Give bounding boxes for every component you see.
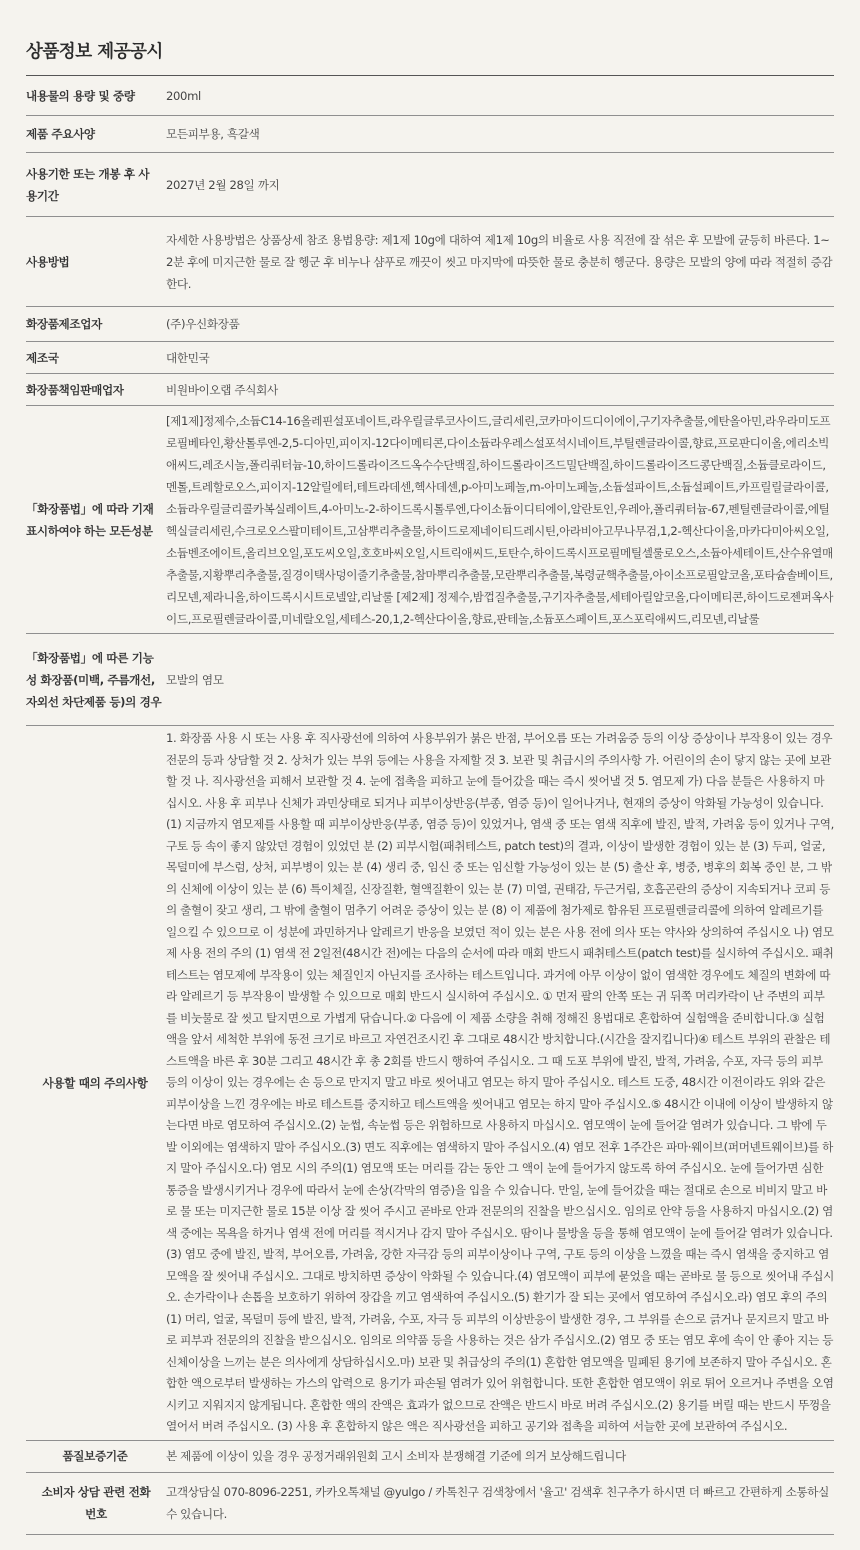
row-label: 「화장품법」에 따른 기능성 화장품(미백, 주름개선, 자외선 차단제품 등)의 경우 — [26, 634, 166, 726]
table-row-quality — [26, 1440, 834, 1472]
row-value: 비원바이오랩 주식회사 — [166, 374, 834, 406]
table-row-usage — [26, 217, 834, 307]
row-label: 사용방법 — [26, 217, 166, 307]
table-row-spec — [26, 116, 834, 153]
row-value: 모든피부용, 흑갈색 — [166, 116, 834, 153]
table-row-expiry — [26, 153, 834, 217]
row-label: 내용물의 용량 및 중량 — [26, 76, 166, 116]
row-label: 화장품책임판매업자 — [26, 374, 166, 406]
row-value: 고객상담실 070-8096-2251, 카카오톡채널 @yulgo / 카톡친구 검색창에서 '율고' 검색후 친구추가 하시면 더 빠르고 간편하게 소통하실 수 있습니다. — [166, 1472, 834, 1534]
table-row-precautions — [26, 726, 834, 1441]
row-label: 제품 주요사양 — [26, 116, 166, 153]
table-row-country — [26, 342, 834, 374]
table-row-contact — [26, 1472, 834, 1534]
table-row-ingredients — [26, 406, 834, 634]
table-row-distributor — [26, 374, 834, 406]
row-value: [제1제]정제수,소듐C14-16올레핀설포네이트,라우릴글루코사이드,글리세린,코카마이드디이에이,구기자추출물,에탄올아민,라우라미도프로필베타인,황산톨루엔-2,5-디아민,피이지-12다이메티콘,다이소듐라우레스설포석시네이트,부틸렌글라이콜,향료,프로판디이올,에리소빅애씨드,레조시놀,폴리쿼터늄-10,하이드롤라이즈드옥수수단백질,하이드롤라이즈드밀단백질,하이드롤라이즈드콩단백질,소듐클로라이드,멘톨,트레할로오스,피이지-12알릴에터,테트라데센,헥사데센,p-아미노페놀,m-아미노페놀,소듐설파이트,소듐설페이트,카프릴릴글라이콜,소듐라우릴글리콜카복실레이트,4-아미노-2-하이드록시톨루엔,다이소듐이디티에이,알란토인,우레아,폴리쿼터늄-67,펜틸렌글라이콜,에틸헥실글리세린,수크로오스팔미테이트,고삼뿌리추출물,하이드로제네이티드레시틴,아라비아고무나무검,1,2-헥산다이올,마카다미아씨오일,소듐벤조에이트,올리브오일,포도씨오일,호호바씨오일,시트릭애씨드,토탄수,하이드록시프로필메틸셀룰로오스,소듐아세테이트,산수유열매추출물,지황뿌리추출물,질경이택사덩이줄기추출물,참마뿌리추출물,모란뿌리추출물,복령균핵추출물,아이소프로필알코올,포타슘솔베이트,리모넨,제라니올,하이드록시시트로넬알,리날룰 [제2제] 정제수,밤껍질추출물,구기자추출물,세테아릴알코올,다이메티콘,하이드로젠퍼옥사이드,프로필렌글라이콜,미네랄오일,세테스-20,1,2-헥산다이올,향료,판테놀,소듐포스페이트,포스포릭애씨드,리모넨,리날룰 — [166, 406, 834, 634]
row-value: 1. 화장품 사용 시 또는 사용 후 직사광선에 의하여 사용부위가 붉은 반점, 부어오름 또는 가려움증 등의 이상 증상이나 부작용이 있는 경우 전문의 등과 상담할 것 2. 상처가 있는 부위 등에는 사용을 자제할 것 3. 보관 및 취급시의 주의사항 가. 어린이의 손이 닿지 않는 곳에 보관할 것 나. 직사광선을 피해서 보관할 것 4. 눈에 접촉을 피하고 눈에 들어갔을 때는 즉시 씻어낼 것 5. 염모제 가) 다음 분들은 사용하지 마십시오. 사용 후 피부나 신체가 과민상태로 되거나 피부이상반응(부종, 염증 등)이 일어나거나, 현재의 증상이 악화될 가능성이 있습니다. (1) 지금까지 염모제를 사용할 때 피부이상반응(부종, 염증 등)이 있었거나, 염색 중 또는 염색 직후에 발진, 발적, 가려움 등이 있거나 구역, 구토 등 속이 좋지 않았던 경험이 있었던 분 (2) 피부시험(패취테스트, patch test)의 결과, 이상이 발생한 경험이 있는 분 (3) 두피, 얼굴, 목덜미에 부스럼, 상처, 피부병이 있는 분 (4) 생리 중, 임신 중 또는 임신할 가능성이 있는 분 (5) 출산 후, 병중, 병후의 회복 중인 분, 그 밖의 신체에 이상이 있는 분 (6) 특이체질, 신장질환, 혈액질환이 있는 분 (7) 미열, 권태감, 두근거림, 호흡곤란의 증상이 지속되거나 코피 등의 출혈이 잦고 생리, 그 밖에 출혈이 멈추기 어려운 증상이 있는 분 (8) 이 제품에 첨가제로 함유된 프로필렌글리콜에 의하여 알레르기를 일으킬 수 있으므로 이 성분에 과민하거나 알레르기 반응을 보였던 적이 있는 분은 사용 전에 의사 또는 약사와 상의하여 주십시오 나) 염모제 사용 전의 주의 (1) 염색 전 2일전(48시간 전)에는 다음의 순서에 따라 매회 반드시 패취테스트(patch test)를 실시하여 주십시오. 패취테스트는 염모제에 부작용이 있는 체질인지 아닌지를 조사하는 테스트입니다. 과거에 아무 이상이 없이 염색한 경우에도 체질의 변화에 따라 알레르기 등 부작용이 발생할 수 있으므로 매회 반드시 실시하여 주십시오. ① 먼저 팔의 안쪽 또는 귀 뒤쪽 머리카락이 난 주변의 피부를 비눗물로 잘 씻고 탈지면으로 가볍게 닦습니다.② 다음에 이 제품 소량을 취해 정해진 용법대로 혼합하여 실험액을 준비합니다.③ 실험액을 앞서 세척한 부위에 동전 크기로 바르고 자연건조시킨 후 그대로 48시간 방치합니다.(시간을 잘지킵니다)④ 테스트 부위의 관찰은 테스트액을 바른 후 30분 그리고 48시간 후 총 2회를 반드시 행하여 주십시오. 그 때 도포 부위에 발진, 발적, 가려움, 수포, 자극 등의 피부 등의 이상이 있는 경우에는 손 등으로 만지지 말고 바로 씻어내고 염모는 하지 말아 주십시오. 테스트 도중, 48시간 이전이라도 위와 같은 피부이상을 느낀 경우에는 바로 테스트를 중지하고 테스트액을 씻어내고 염모는 하지 말아 주십시오.⑤ 48시간 이내에 이상이 발생하지 않는다면 바로 염모하여 주십시오.(2) 눈썹, 속눈썹 등은 위험하므로 사용하지 마십시오. 염모액이 눈에 들어갈 염려가 있습니다. 그 밖에 두발 이외에는 염색하지 말아 주십시오.(3) 면도 직후에는 염색하지 말아 주십시오.(4) 염모 전후 1주간은 파마·웨이브(퍼머넨트웨이브)를 하지 말아 주십시오.다) 염모 시의 주의(1) 염모액 또는 머리를 감는 동안 그 액이 눈에 들어가지 않도록 하여 주십시오. 눈에 들어가면 심한 통증을 발생시키거나 경우에 따라서 눈에 손상(각막의 염증)을 입을 수 있습니다. 만일, 눈에 들어갔을 때는 절대로 손으로 비비지 말고 바로 물 또는 미지근한 물로 15분 이상 잘 씻어 주시고 곧바로 안과 전문의의 진찰을 받으십시오. 임의로 안약 등을 사용하지 마십시오.(2) 염색 중에는 목욕을 하거나 염색 전에 머리를 적시거나 감지 말아 주십시오. 땀이나 물방울 등을 통해 염모액이 눈에 들어갈 염려가 있습니다.(3) 염모 중에 발진, 발적, 부어오름, 가려움, 강한 자극감 등의 피부이상이나 구역, 구토 등의 이상을 느꼈을 때는 즉시 염색을 중지하고 염모액을 잘 씻어내 주십시오. 그대로 방치하면 증상이 악화될 수 있습니다.(4) 염모액이 피부에 묻었을 때는 곧바로 물 등으로 씻어내 주십시오. 손가락이나 손톱을 보호하기 위하여 장갑을 끼고 염색하여 주십시오.(5) 환기가 잘 되는 곳에서 염모하여 주십시오.라) 염모 후의 주의 (1) 머리, 얼굴, 목덜미 등에 발진, 발적, 가려움, 수포, 자극 등 피부의 이상반응이 발생한 경우, 그 부위를 손으로 긁거나 문지르지 말고 바로 피부과 전문의의 진찰을 받으십시오. 임의로 의약품 등을 사용하는 것은 삼가 주십시오.(2) 염모 중 또는 염모 후에 속이 안 좋아 지는 등 신체이상을 느끼는 분은 의사에게 상담하십시오.마) 보관 및 취급상의 주의(1) 혼합한 염모액을 밀폐된 용기에 보존하지 말아 주십시오. 혼합한 액으로부터 발생하는 가스의 압력으로 용기가 파손될 염려가 있어 위험합니다. 또한 혼합한 염모액이 위로 튀어 오르거나 주변을 오염시키고 지워지지 않게됩니다. 혼합한 액의 잔액은 효과가 없으므로 잔액은 반드시 바로 버려 주십시오.(2) 용기를 버릴 때는 반드시 뚜껑을 열어서 버려 주십시오. (3) 사용 후 혼합하지 않은 액은 직사광선을 피하고 공기와 접촉을 피하여 서늘한 곳에 보관하여 주십시오. — [166, 726, 834, 1441]
row-label: 소비자 상담 관련 전화번호 — [26, 1472, 166, 1534]
info-table — [26, 75, 834, 1535]
row-label: 제조국 — [26, 342, 166, 374]
row-value: 200ml — [166, 76, 834, 116]
row-value: 2027년 2월 28일 까지 — [166, 153, 834, 217]
row-value: 자세한 사용방법은 상품상세 참조 용법용량: 제1제 10g에 대하여 제1제 10g의 비율로 사용 직전에 잘 섞은 후 모발에 균등히 바른다. 1~2분 후에 미지근한 물로 잘 헹군 후 비누나 샴푸로 깨끗이 씻고 마지막에 따뜻한 물로 충분히 헹군다. 용량은 모발의 양에 따라 적절히 증감한다. — [166, 217, 834, 307]
row-label: 화장품제조업자 — [26, 307, 166, 342]
row-label: 품질보증기준 — [26, 1440, 166, 1472]
page-title: 상품정보 제공공시 — [26, 42, 163, 62]
row-label: 「화장품법」에 따라 기재 표시하여야 하는 모든성분 — [26, 406, 166, 634]
table-row-volume — [26, 76, 834, 116]
table-row-functional — [26, 634, 834, 726]
row-value: 모발의 염모 — [166, 634, 834, 726]
row-value: 대한민국 — [166, 342, 834, 374]
row-label: 사용할 때의 주의사항 — [26, 726, 166, 1441]
row-label: 사용기한 또는 개봉 후 사용기간 — [26, 153, 166, 217]
row-value: (주)우신화장품 — [166, 307, 834, 342]
table-row-manufacturer — [26, 307, 834, 342]
row-value: 본 제품에 이상이 있을 경우 공정거래위원회 고시 소비자 분쟁해결 기준에 의거 보상해드립니다 — [166, 1440, 834, 1472]
